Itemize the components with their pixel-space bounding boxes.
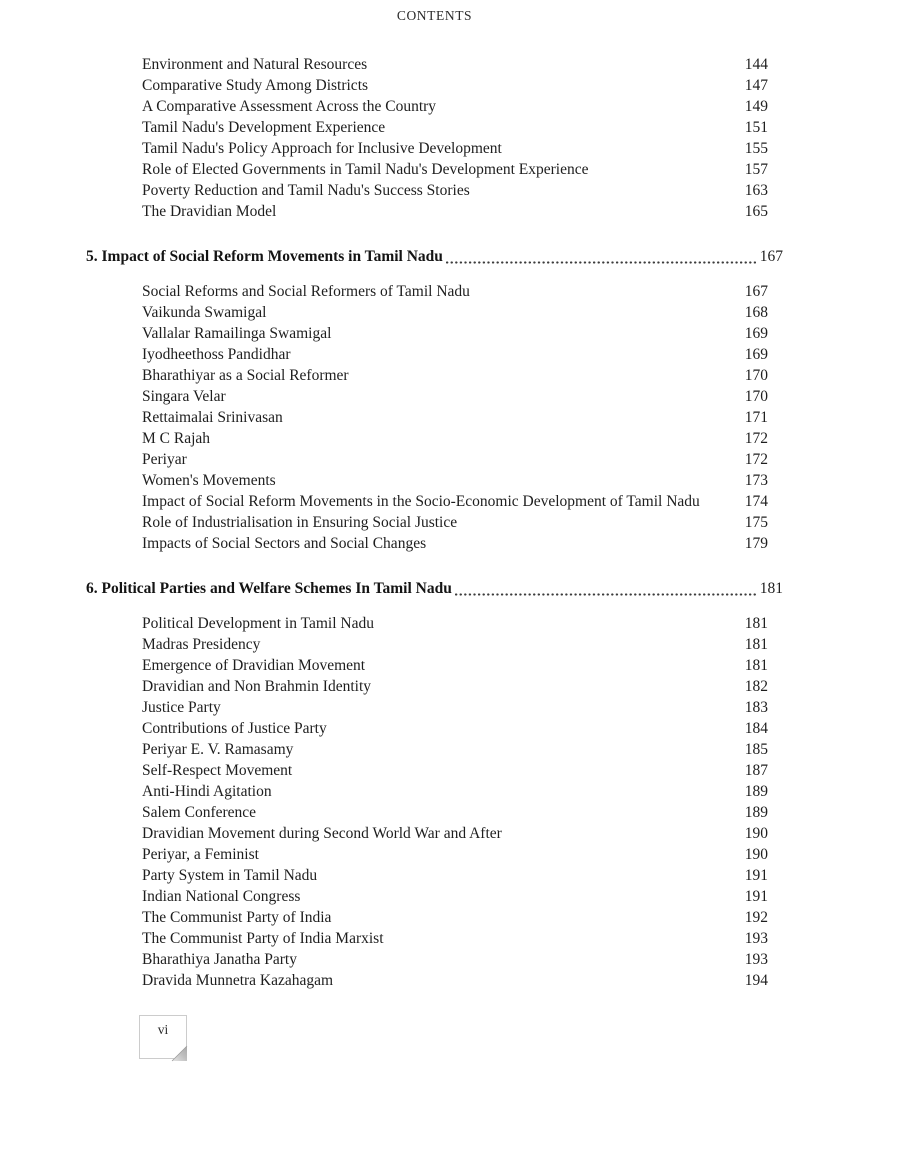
toc-entry-page: 169: [744, 346, 768, 363]
toc-entry: [142, 634, 768, 655]
toc-entry-page: 155: [744, 140, 768, 157]
toc-entry-label: Tamil Nadu's Development Experience: [142, 119, 386, 136]
toc-section: [86, 54, 783, 222]
toc-entry: [142, 281, 768, 302]
toc-entry: [142, 512, 768, 533]
toc-entry-page: 181: [744, 636, 768, 653]
section-page-number: 167: [759, 248, 783, 265]
toc-entry-page: 149: [744, 98, 768, 115]
toc-entry-page: 163: [744, 182, 768, 199]
toc-entry-page: 193: [744, 951, 768, 968]
toc-entry-label: M C Rajah: [142, 430, 211, 447]
toc-entry-label: Indian National Congress: [142, 888, 301, 905]
toc-entry: [142, 907, 768, 928]
toc-entry-page: 157: [744, 161, 768, 178]
toc-entry-label: Justice Party: [142, 699, 221, 716]
toc-entry-label: Social Reforms and Social Reformers of Tamil Nadu: [142, 283, 470, 300]
toc-entry-label: Poverty Reduction and Tamil Nadu's Success Stories: [142, 182, 470, 199]
toc-entry: [142, 760, 768, 781]
toc-entry-page: 183: [744, 699, 768, 716]
toc-entry-page: 181: [744, 615, 768, 632]
dot-leader: [455, 593, 756, 596]
toc-entry-page: 170: [744, 367, 768, 384]
toc-entry: [142, 844, 768, 865]
toc-entry-page: 179: [744, 535, 768, 552]
section-heading: [86, 578, 783, 600]
page-header: [86, 0, 783, 24]
toc-entry-label: Tamil Nadu's Policy Approach for Inclusive Development: [142, 140, 502, 157]
toc-entry-label: Dravida Munnetra Kazahagam: [142, 972, 334, 989]
toc-entry: [142, 138, 768, 159]
toc-entry-page: 189: [744, 804, 768, 821]
contents-title: CONTENTS: [396, 8, 473, 23]
toc-entry-page: 167: [744, 283, 768, 300]
toc-entry-page: 168: [744, 304, 768, 321]
toc-entry: [142, 96, 768, 117]
toc-entry-page: 193: [744, 930, 768, 947]
toc-entry-page: 190: [744, 825, 768, 842]
toc-entry-label: Political Development in Tamil Nadu: [142, 615, 374, 632]
section-entries: [86, 54, 783, 222]
toc-entry-label: The Dravidian Model: [142, 203, 277, 220]
toc-entry: [142, 865, 768, 886]
toc-entry: [142, 407, 768, 428]
toc-entry: [142, 302, 768, 323]
page-number: vi: [157, 1022, 169, 1037]
toc-entry: [142, 54, 768, 75]
toc-entry-page: 189: [744, 783, 768, 800]
toc-entry: [142, 470, 768, 491]
toc-entry-label: Environment and Natural Resources: [142, 56, 368, 73]
toc-entry: [142, 655, 768, 676]
toc-entry-label: Dravidian Movement during Second World War and After: [142, 825, 502, 842]
toc-entry-label: Party System in Tamil Nadu: [142, 867, 318, 884]
toc-entry-label: Dravidian and Non Brahmin Identity: [142, 678, 372, 695]
toc-entry: [142, 75, 768, 96]
page-number-frame: [139, 1015, 187, 1059]
toc-entry-label: Anti-Hindi Agitation: [142, 783, 272, 800]
toc-entry-label: Vallalar Ramailinga Swamigal: [142, 325, 332, 342]
toc-entry: [142, 323, 768, 344]
toc-entry-label: Periyar E. V. Ramasamy: [142, 741, 294, 758]
toc-entry: [142, 159, 768, 180]
toc-entry-label: Contributions of Justice Party: [142, 720, 327, 737]
toc-entry-page: 184: [744, 720, 768, 737]
toc-entry-label: Salem Conference: [142, 804, 257, 821]
toc-entry-label: Impact of Social Reform Movements in the Socio-Economic Development of Tamil Nadu: [142, 493, 700, 510]
toc-entry-label: Rettaimalai Srinivasan: [142, 409, 283, 426]
toc-entry-label: Vaikunda Swamigal: [142, 304, 267, 321]
toc-entry-page: 174: [744, 493, 768, 510]
toc-entry: [142, 491, 768, 512]
dot-leader: [446, 261, 756, 264]
toc-entry-page: 169: [744, 325, 768, 342]
toc-entry-page: 192: [744, 909, 768, 926]
toc-entry-label: The Communist Party of India: [142, 909, 332, 926]
toc-entry-label: A Comparative Assessment Across the Country: [142, 98, 437, 115]
toc-entry-page: 165: [744, 203, 768, 220]
toc-entry: [142, 781, 768, 802]
toc-entry-page: 144: [744, 56, 768, 73]
toc-entry-page: 171: [744, 409, 768, 426]
toc-entry-label: Emergence of Dravidian Movement: [142, 657, 366, 674]
toc-entry-label: Bharathiyar as a Social Reformer: [142, 367, 349, 384]
toc-entry: [142, 802, 768, 823]
page-footer: [139, 1015, 187, 1059]
toc-entry: [142, 180, 768, 201]
toc-entry-page: 173: [744, 472, 768, 489]
toc-entry-page: 187: [744, 762, 768, 779]
toc-entry: [142, 449, 768, 470]
toc-entry-label: Women's Movements: [142, 472, 276, 489]
toc-entry-label: Madras Presidency: [142, 636, 261, 653]
section-heading: [86, 246, 783, 268]
toc-entry: [142, 970, 768, 991]
toc-entry-label: The Communist Party of India Marxist: [142, 930, 384, 947]
toc-section: [86, 246, 783, 554]
toc-entry-label: Role of Industrialisation in Ensuring Social Justice: [142, 514, 458, 531]
toc-entry-page: 185: [744, 741, 768, 758]
toc-entry-label: Self-Respect Movement: [142, 762, 293, 779]
toc-entry: [142, 117, 768, 138]
toc-section: [86, 578, 783, 991]
toc-entry: [142, 428, 768, 449]
toc-entry: [142, 949, 768, 970]
toc-entry-label: Periyar: [142, 451, 187, 468]
toc-entry-page: 172: [744, 451, 768, 468]
section-entries: [86, 613, 783, 991]
toc-entry-page: 147: [744, 77, 768, 94]
toc-entry-label: Impacts of Social Sectors and Social Changes: [142, 535, 427, 552]
section-entries: [86, 281, 783, 554]
section-title: 6. Political Parties and Welfare Schemes In Tamil Nadu: [86, 580, 452, 597]
toc-entry: [142, 928, 768, 949]
toc-entry: [142, 533, 768, 554]
toc-entry: [142, 739, 768, 760]
toc-entry-page: 172: [744, 430, 768, 447]
folded-corner-icon: [170, 1043, 190, 1063]
toc-entry-page: 190: [744, 846, 768, 863]
toc-entry-page: 191: [744, 867, 768, 884]
toc-entry-label: Bharathiya Janatha Party: [142, 951, 297, 968]
toc-entry-label: Singara Velar: [142, 388, 226, 405]
toc-entry: [142, 886, 768, 907]
toc-list: [86, 54, 783, 991]
toc-entry-page: 191: [744, 888, 768, 905]
toc-entry-page: 151: [744, 119, 768, 136]
toc-entry-page: 181: [744, 657, 768, 674]
toc-entry-label: Role of Elected Governments in Tamil Nadu's Development Experience: [142, 161, 589, 178]
toc-entry: [142, 344, 768, 365]
toc-entry: [142, 718, 768, 739]
toc-entry: [142, 823, 768, 844]
toc-entry-page: 170: [744, 388, 768, 405]
section-page-number: 181: [759, 580, 783, 597]
toc-entry-label: Comparative Study Among Districts: [142, 77, 369, 94]
toc-entry: [142, 613, 768, 634]
toc-entry-label: Iyodheethoss Pandidhar: [142, 346, 291, 363]
toc-entry-page: 194: [744, 972, 768, 989]
toc-entry-label: Periyar, a Feminist: [142, 846, 259, 863]
toc-entry-page: 182: [744, 678, 768, 695]
toc-entry: [142, 201, 768, 222]
section-title: 5. Impact of Social Reform Movements in Tamil Nadu: [86, 248, 443, 265]
toc-entry: [142, 697, 768, 718]
toc-entry: [142, 365, 768, 386]
toc-entry: [142, 676, 768, 697]
toc-entry: [142, 386, 768, 407]
toc-entry-page: 175: [744, 514, 768, 531]
